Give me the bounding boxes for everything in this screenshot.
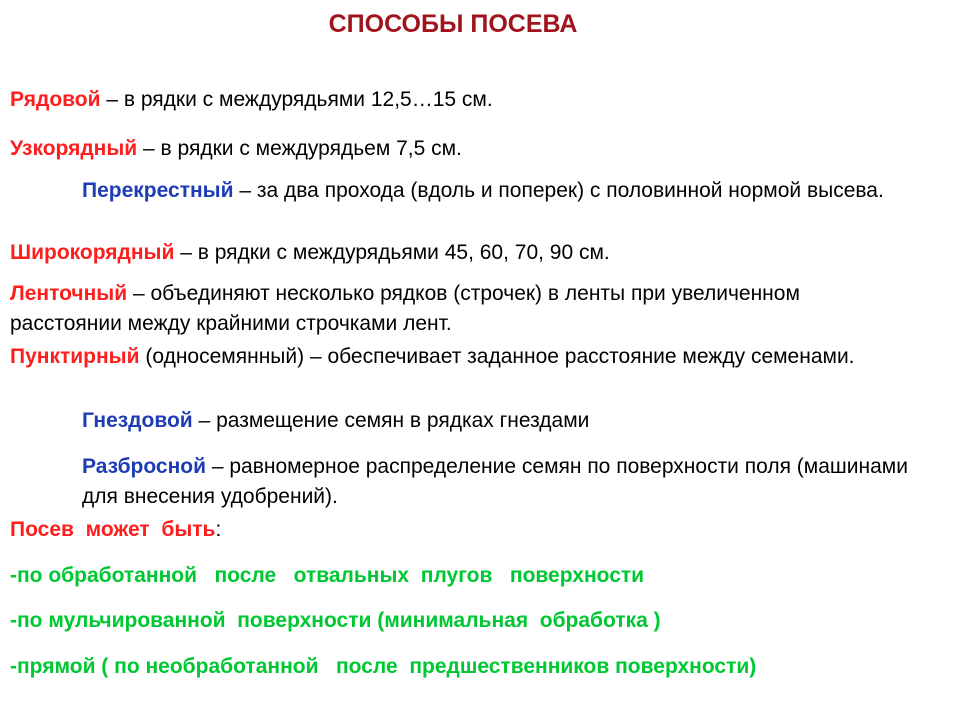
method-desc: – в рядки с междурядьем 7,5 см. xyxy=(137,137,462,160)
method-desc: – в рядки с междурядьями 12,5…15 см. xyxy=(100,88,493,111)
method-lentochny xyxy=(10,279,840,339)
sowing-heading-text: Посев может быть xyxy=(10,518,216,541)
method-term: Пунктирный xyxy=(10,345,140,368)
method-term: Узкорядный xyxy=(10,137,138,160)
method-term: Рядовой xyxy=(10,88,101,111)
sowing-heading-colon: : xyxy=(215,518,222,541)
method-punktirny xyxy=(10,342,950,372)
method-term: Перекрестный xyxy=(82,179,234,202)
sowing-option-3: -прямой ( по необработанной после предшественников поверхности) xyxy=(10,655,757,678)
method-ryadovoy xyxy=(10,85,493,115)
sowing-heading xyxy=(10,515,221,545)
sowing-option-2: -по мульчированной поверхности (минимальная обработка ) xyxy=(10,609,661,632)
method-desc: – за два прохода (вдоль и поперек) с половинной нормой высева. xyxy=(233,179,884,202)
method-desc: – объединяют несколько рядков (строчек) в ленты при увеличенном расстоянии между крайними строчками лент. xyxy=(10,282,800,335)
method-term: Широкорядный xyxy=(10,241,175,264)
method-razbrosnoy xyxy=(82,452,932,512)
sowing-option-1: -по обработанной после отвальных плугов поверхности xyxy=(10,564,645,587)
page-title: СПОСОБЫ ПОСЕВА xyxy=(328,10,578,38)
method-shirokoryadny xyxy=(10,238,610,268)
method-desc: – в рядки с междурядьями 45, 60, 70, 90 см. xyxy=(174,241,610,264)
method-uzkoryadny xyxy=(10,134,462,164)
method-term: Ленточный xyxy=(10,282,128,305)
method-perekrestny xyxy=(82,176,912,206)
method-desc: – размещение семян в рядках гнездами xyxy=(192,409,590,432)
method-desc: (односемянный) – обеспечивает заданное расстояние между семенами. xyxy=(139,345,855,368)
method-term: Гнездовой xyxy=(82,409,193,432)
method-gnezdovoy xyxy=(82,406,589,436)
method-term: Разбросной xyxy=(82,455,207,478)
method-desc: – равномерное распределение семян по поверхности поля (машинами для внесения удобрений). xyxy=(82,455,908,508)
